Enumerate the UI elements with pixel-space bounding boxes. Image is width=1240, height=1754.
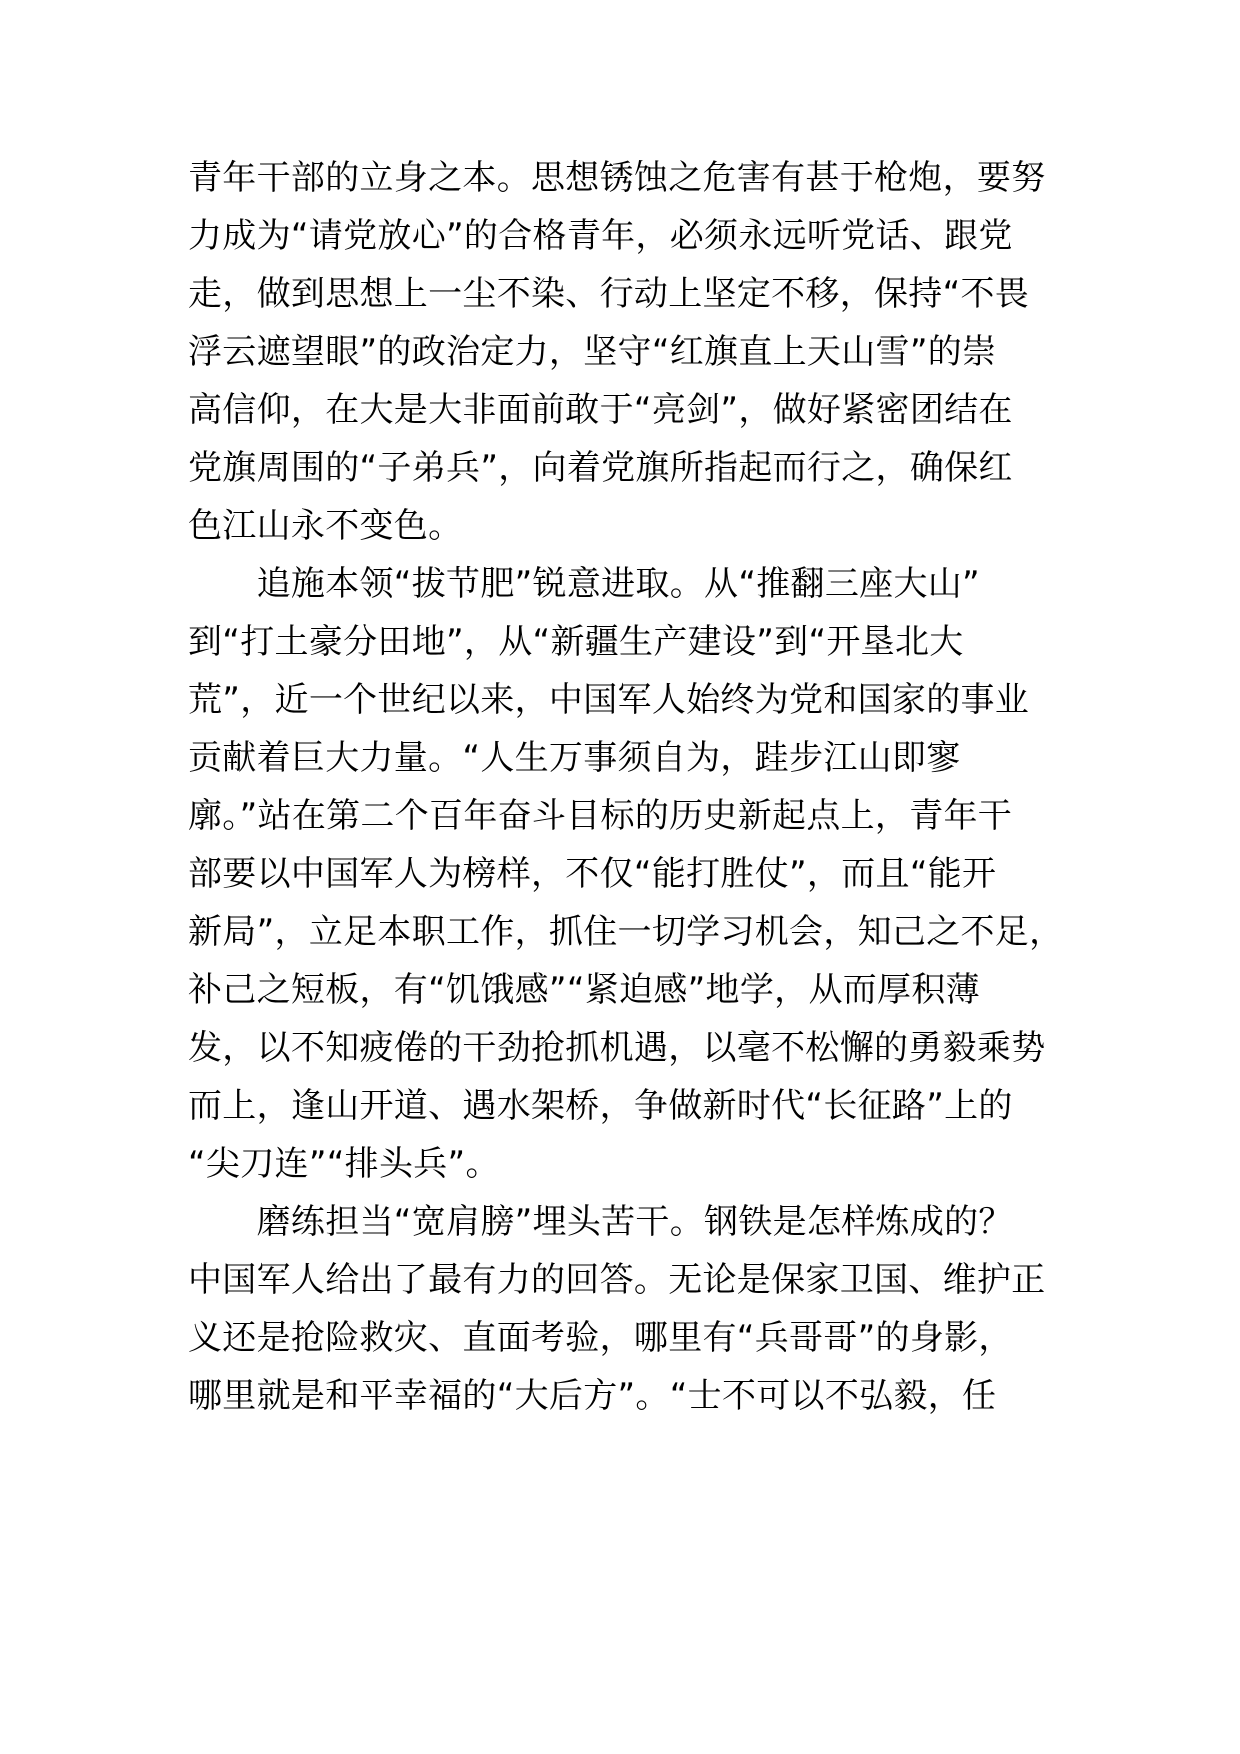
text-line: 新局”，立足本职工作，抓住一切学习机会，知己之不足， [188,912,1064,952]
text-line: 部要以中国军人为榜样，不仅“能打胜仗”，而且“能开 [188,854,997,894]
text-line: 中国军人给出了最有力的回答。无论是保家卫国、维护正 [188,1260,1046,1300]
text-line: 走，做到思想上一尘不染、行动上坚定不移，保持“不畏 [188,274,1030,314]
text-line: 哪里就是和平幸福的“大后方”。“士不可以不弘毅，任 [188,1376,997,1416]
text-line: 到“打土豪分田地”，从“新疆生产建设”到“开垦北大 [188,622,964,662]
text-line: 荒”，近一个世纪以来，中国军人始终为党和国家的事业 [188,680,1030,720]
text-line: 而上，逢山开道、遇水架桥，争做新时代“长征路”上的 [188,1086,1013,1126]
text-line: 力成为“请党放心”的合格青年，必须永远听党话、跟党 [188,216,1013,256]
text-line: 廓。”站在第二个百年奋斗目标的历史新起点上，青年干 [188,796,1013,836]
text-line: 青年干部的立身之本。思想锈蚀之危害有甚于枪炮，要努 [188,158,1046,198]
text-line: “尖刀连”“排头兵”。 [188,1144,500,1184]
text-line: 补己之短板，有“饥饿感”“紧迫感”地学，从而厚积薄 [188,970,980,1010]
text-line: 浮云遮望眼”的政治定力，坚守“红旗直上天山雪”的崇 [188,332,997,372]
text-line: 发，以不知疲倦的干劲抢抓机遇，以毫不松懈的勇毅乘势 [188,1028,1046,1068]
text-line: 磨练担当“宽肩膀”埋头苦干。钢铁是怎样炼成的？ [188,1202,1013,1242]
text-line: 追施本领“拔节肥”锐意进取。从“推翻三座大山” [188,564,980,604]
text-line: 党旗周围的“子弟兵”，向着党旗所指起而行之，确保红 [188,448,1013,488]
text-line: 义还是抢险救灾、直面考验，哪里有“兵哥哥”的身影， [188,1318,1013,1358]
text-line: 高信仰，在大是大非面前敢于“亮剑”，做好紧密团结在 [188,390,1013,430]
text-line: 贡献着巨大力量。“人生万事须自为，跬步江山即寥 [188,738,961,778]
text-line: 色江山永不变色。 [188,506,463,546]
